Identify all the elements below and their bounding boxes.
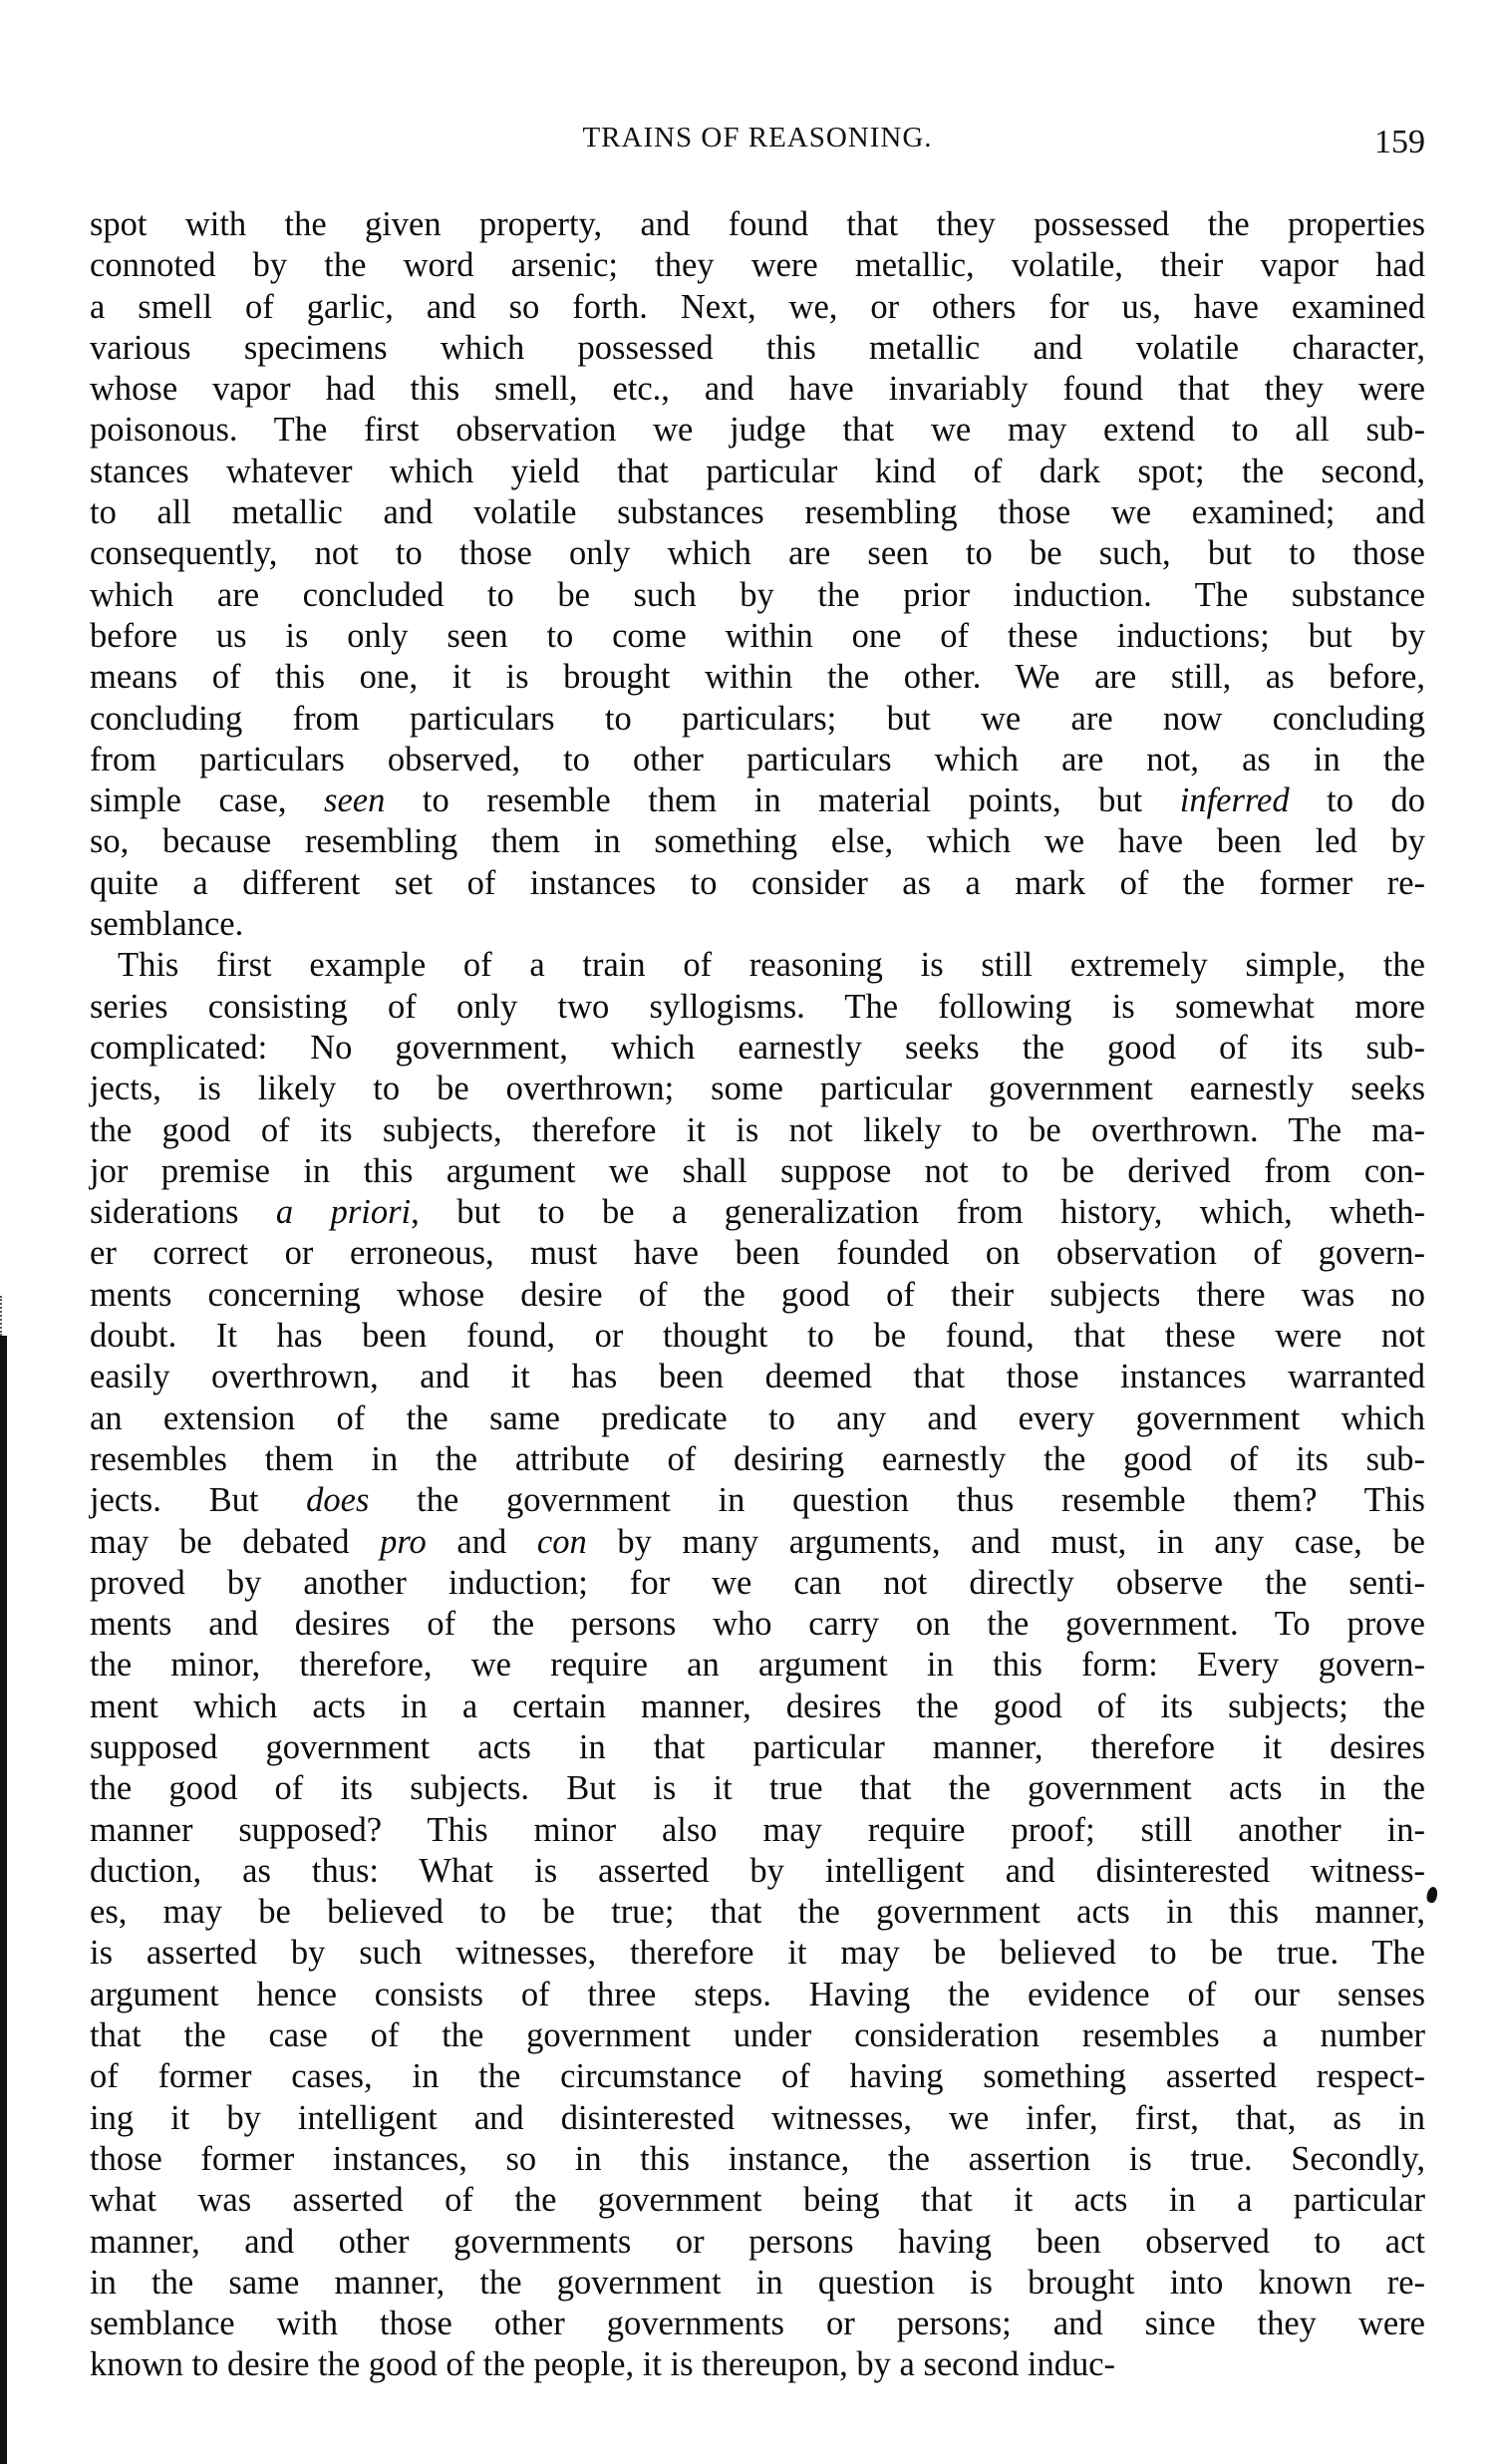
running-title: TRAINS OF REASONING. [582,122,933,154]
text-run: argument hence consists of three steps. Having the evidence of our senses [90,1975,1425,2013]
text-run: of former cases, in the circumstance of having something asserted respect- [90,2057,1425,2096]
text-line [90,492,1425,533]
text-run: proved by another induction; for we can not directly observe the senti- [90,1563,1425,1602]
text-line [90,1069,1425,1109]
running-header [90,118,1425,161]
text-line [90,1768,1425,1809]
text-run: the good of its subjects. But is it true that the government acts in the [90,1769,1425,1808]
text-run: resembles them in the attribute of desiring earnestly the good of its sub- [90,1439,1425,1478]
text-run: various specimens which possessed this metallic and volatile character, [90,328,1425,367]
text-run: This first example of a train of reasoning is still extremely simple, the [118,946,1425,985]
text-run: easily overthrown, and it has been deemed that those instances warranted [90,1358,1425,1396]
text-run: complicated: No government, which earnestly seeks the good of its sub- [90,1028,1425,1067]
text-run: duction, as thus: What is asserted by intelligent and disinterested witness- [90,1851,1425,1890]
text-line [90,2263,1425,2304]
text-line [90,245,1425,286]
text-run: poisonous. The first observation we judge that we may extend to all sub- [90,411,1425,450]
text-run: the minor, therefore, we require an argument in this form: Every govern- [90,1646,1425,1685]
text-run: consequently, not to those only which are seen to be such, but to those [90,534,1425,573]
paragraph [90,204,1425,945]
text-run: connoted by the word arsenic; they were metallic, volatile, their vapor had [90,246,1425,285]
text-line [90,1563,1425,1604]
text-line [90,1398,1425,1439]
text-line [90,1810,1425,1851]
text-run: es, may be believed to be true; that the government acts in this manner, [90,1893,1425,1932]
text-line [90,2056,1425,2097]
text-run: in the same manner, the government in question is brought into known re- [90,2263,1425,2302]
text-line [90,328,1425,369]
text-line [90,657,1425,698]
text-run: to do [1289,781,1425,820]
italic-text: seen [324,781,386,820]
text-run: known to desire the good of the people, it is thereupon, by a second induc- [90,2345,1116,2384]
text-line [90,2015,1425,2056]
text-run: what was asserted of the government being that it acts in a particular [90,2181,1425,2220]
text-run: series consisting of only two syllogisms. The following is somewhat more [90,987,1425,1026]
text-run: jor premise in this argument we shall suppose not to be derived from con- [90,1151,1425,1190]
text-line [90,1151,1425,1192]
text-line [90,1604,1425,1645]
text-run: quite a different set of instances to consider as a mark of the former re- [90,863,1425,902]
text-run: , but to be a generalization from history, which, wheth- [411,1193,1425,1232]
text-line [90,2344,1425,2385]
text-line [90,1892,1425,1933]
text-line [90,1480,1425,1521]
text-run: semblance with those other governments or persons; and since they were [90,2305,1425,2343]
text-line [90,1975,1425,2015]
text-line [90,1439,1425,1480]
italic-text: con [536,1522,587,1561]
text-run: a smell of garlic, and so forth. Next, we, or others for us, have examined [90,287,1425,326]
text-run: concluding from particulars to particulars; but we are now concluding [90,699,1425,738]
text-run: stances whatever which yield that particular kind of dark spot; the second, [90,452,1425,490]
text-line [90,821,1425,862]
text-run: the good of its subjects, therefore it is not likely to be overthrown. The ma- [90,1110,1425,1149]
text-run: to all metallic and volatile substances resembling those we examined; and [90,493,1425,532]
binding-edge [0,1336,7,2464]
text-run: jects, is likely to be overthrown; some particular government earnestly seeks [90,1070,1425,1108]
text-run: manner, and other governments or persons having been observed to act [90,2222,1425,2261]
text-line [90,369,1425,410]
text-line [90,699,1425,740]
text-line [90,2304,1425,2344]
text-line [90,1727,1425,1768]
text-line [90,780,1425,821]
text-run: ments concerning whose desire of the good of their subjects there was no [90,1275,1425,1314]
text-run: spot with the given property, and found that they possessed the properties [90,205,1425,243]
text-run: simple case, [90,781,325,820]
text-run: from particulars observed, to other particulars which are not, as in the [90,740,1425,778]
text-line [90,1275,1425,1316]
italic-text: inferred [1179,781,1290,820]
text-line [90,1645,1425,1686]
text-line [90,1357,1425,1397]
binding-shadow [0,1296,4,1336]
text-line [90,1028,1425,1069]
text-run: by many arguments, and must, in any case, be [586,1522,1425,1561]
text-line [90,1233,1425,1274]
text-line [90,1192,1425,1233]
text-run: the government in question thus resemble them? This [369,1481,1425,1520]
text-run: those former instances, so in this instance, the assertion is true. Secondly, [90,2139,1425,2178]
text-run: to resemble them in material points, but [385,781,1180,820]
text-line [90,1110,1425,1151]
text-run: an extension of the same predicate to any and every government which [90,1398,1425,1437]
text-run: ing it by intelligent and disinterested witnesses, we infer, first, that, as in [90,2098,1425,2137]
text-run: may be debated [90,1522,381,1561]
text-run: is asserted by such witnesses, therefore it may be believed to be true. The [90,1934,1425,1973]
body-text [90,204,1425,2386]
paragraph [90,945,1425,2385]
text-line [90,2180,1425,2221]
text-run: which are concluded to be such by the prior induction. The substance [90,575,1425,614]
text-run: so, because resembling them in something else, which we have been led by [90,822,1425,861]
text-run: ment which acts in a certain manner, desires the good of its subjects; the [90,1687,1425,1725]
text-run: means of this one, it is brought within the other. We are still, as before, [90,658,1425,697]
text-run: whose vapor had this smell, etc., and have invariably found that they were [90,370,1425,409]
text-run: and [426,1522,537,1561]
italic-text: does [306,1481,370,1520]
text-run: semblance. [90,905,244,944]
text-line [90,1687,1425,1727]
text-line [90,1933,1425,1974]
text-line [90,452,1425,492]
margin-ink-mark [1425,1886,1439,1904]
italic-text: pro [380,1522,427,1561]
text-line [90,616,1425,657]
text-run: er correct or erroneous, must have been founded on observation of govern- [90,1234,1425,1273]
text-line [90,533,1425,574]
text-run: siderations [90,1193,276,1232]
text-line [90,1851,1425,1892]
text-line [90,863,1425,904]
text-line [90,204,1425,245]
text-line [90,575,1425,616]
text-line [90,287,1425,328]
text-line [90,945,1425,986]
text-run: manner supposed? This minor also may require proof; still another in- [90,1810,1425,1849]
text-run: ments and desires of the persons who carry on the government. To prove [90,1605,1425,1644]
text-run: supposed government acts in that particular manner, therefore it desires [90,1727,1425,1766]
text-line [90,904,1425,945]
text-run: before us is only seen to come within one of these inductions; but by [90,616,1425,655]
text-line [90,2139,1425,2180]
text-line [90,410,1425,451]
italic-text: a priori [275,1193,412,1232]
text-run: jects. But [90,1481,307,1520]
text-line [90,740,1425,780]
text-line [90,2098,1425,2139]
text-line [90,1316,1425,1357]
text-line [90,1522,1425,1563]
text-line [90,987,1425,1028]
text-line [90,2222,1425,2263]
text-run: that the case of the government under consideration resembles a number [90,2016,1425,2055]
page-number: 159 [1374,124,1425,160]
text-run: doubt. It has been found, or thought to be found, that these were not [90,1317,1425,1356]
